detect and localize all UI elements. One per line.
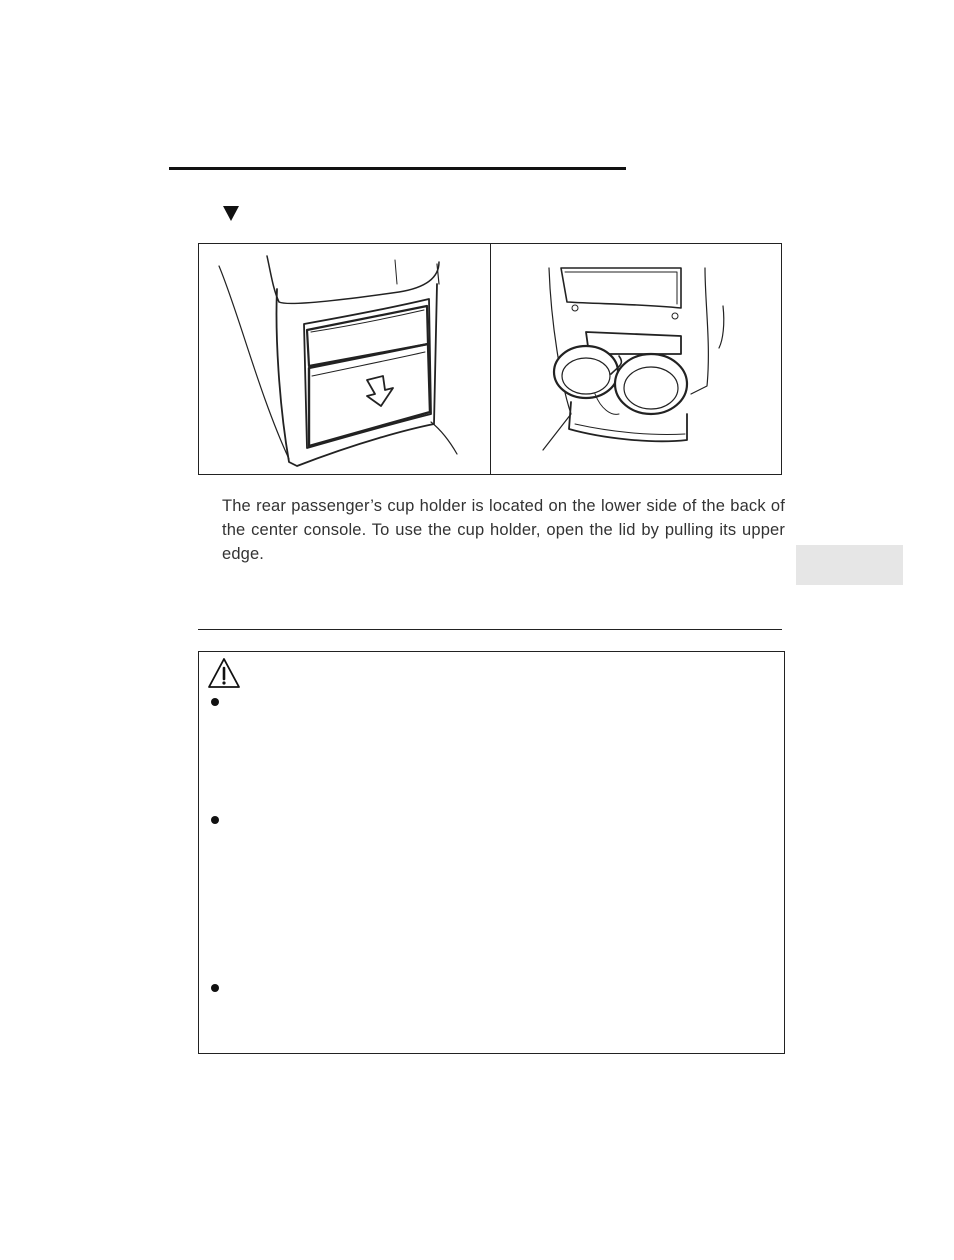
cup-holder-open-illustration [491, 244, 781, 474]
warning-box [198, 651, 785, 1054]
bullet-dot-icon [211, 984, 219, 992]
section-heading-rule [169, 167, 626, 170]
cup-holder-closed-illustration [199, 244, 489, 474]
triangle-down-icon [221, 203, 241, 223]
bullet-dot-icon [211, 816, 219, 824]
cup-holder-description: The rear passenger’s cup holder is located on the lower side of the back of the center console. To use the cup holder, open the lid by pulling its upper edge. [222, 497, 785, 563]
bullet-dot-icon [211, 698, 219, 706]
warning-triangle-icon [207, 657, 241, 689]
chapter-side-tab [796, 545, 903, 585]
section-divider [198, 629, 782, 630]
